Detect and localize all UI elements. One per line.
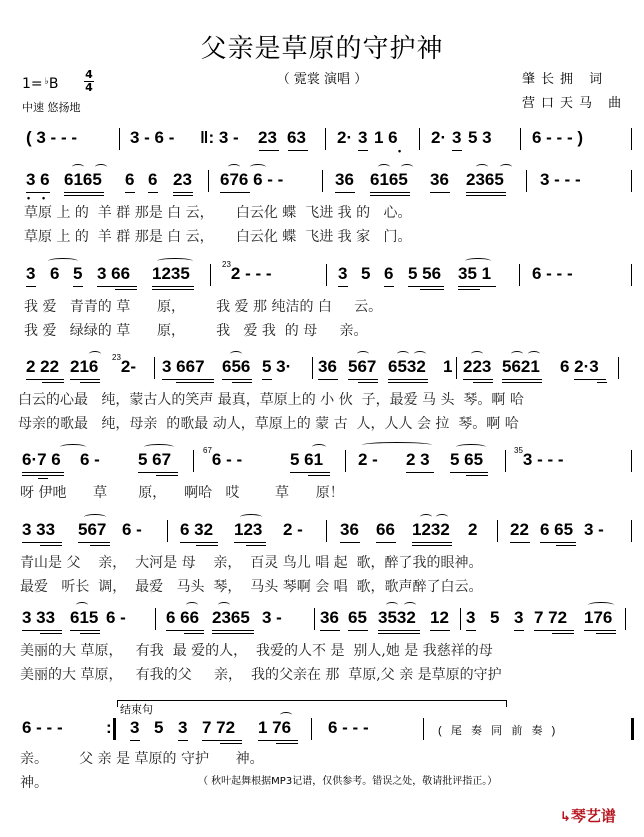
time-signature (84, 70, 94, 93)
transcription-note: （ 秋叶起舞根据MP3记谱，仅供参考。错误之处，敬请批评指正。） (198, 776, 498, 787)
key-signature (22, 76, 59, 92)
lyric-verse-1: 亲。 父 亲 是 草原的 守护 神。 (20, 751, 264, 767)
notation-line: 3 33 567 6 - 6 32 123 2 - 36 66 1232 2 22 6 65 3 - (0, 518, 644, 544)
lyric-verse-2: 神。 (20, 775, 48, 791)
notation-line: 3 33 615 6 - 6 66 2365 3 - 36 65 3532 12 3 5 3 7 72 176 (0, 606, 644, 632)
notation-line: ( 3 - - - 3 - 6 - ‖: 3 - 23 63 2· 3 1 6 • 2· 3 5 3 6 - - - ) (0, 126, 644, 152)
lyric-verse-1: 美丽的大 草原， 有我 最 爱的人， 我爱的人不 是 别人,她 是 我慈祥的母 (20, 643, 493, 659)
notation-line: 2 22 216 $^{23}$2- 3 667 656 5 3· 36 567 6532 1 223 5621 6 2·3 (0, 355, 644, 381)
lyric-verse-2: 母亲的歌最 纯，母亲 的歌最 动人，草原上的 蒙 古 人，人人 会 拉 琴。啊 哈 (18, 416, 519, 432)
lyric-verse-1: 白云的心最 纯，蒙古人的笑声 最真，草原上的 小 伙 子，最爱 马 头 琴。啊 哈 (18, 392, 524, 408)
notation-line: 6·7 6 6 - 5 67 $^{67}$6 - - 5 61 2 - 2 3 5 65 $^{35}$3 - - - (0, 448, 644, 474)
lyric-verse-2: 草原 上 的 羊 群 那是 白 云， 白云化 蝶 飞进 我 家 门。 (24, 229, 412, 245)
time-top: 4 (85, 68, 93, 81)
key-note: B (48, 76, 59, 92)
lyric-verse-2: 最爱 听长 调， 最爱 马头 琴， 马头 琴啊 会 唱 歌，歌声醉了白云。 (20, 579, 483, 595)
ending-bracket (117, 700, 507, 707)
notation-line: 6 - - - : 3 5 3 7 72 1 76 6 - - - ( 尾 奏 同 前 奏 ) (0, 716, 644, 742)
lyric-verse-1: 呀 伊吔 草 原， 啊哈 哎 草 原！ (20, 485, 344, 501)
ending-label: 结束句 (120, 703, 153, 716)
song-title: 父亲是草原的守护神 (200, 34, 444, 64)
time-bottom: 4 (85, 81, 93, 94)
flat-symbol: ♭ (44, 77, 49, 87)
key-label: 1= (22, 76, 43, 92)
notation-line: 3 6 • • 6165 6 6 23 676 6 - - 36 6165 36 2365 3 - - - (0, 168, 644, 194)
notation-line: 3 6 5 3 66 1235 $^{23}$2 - - - 3 5 6 5 56 35 1 6 - - - (0, 262, 644, 288)
composer-credit: 营口天马 曲 (522, 96, 628, 111)
logo-mark-icon: ↳ (560, 810, 571, 825)
tempo-marking: 中速 悠扬地 (22, 101, 81, 114)
performer-subtitle: （ 霓裳 演唱 ） (276, 72, 368, 87)
lyric-verse-1: 我 爱 青青的 草 原， 我 爱 那 纯洁的 白 云。 (24, 299, 383, 315)
lyric-verse-1: 草原 上 的 羊 群 那是 白 云， 白云化 蝶 飞进 我 的 心。 (24, 205, 412, 221)
lyric-verse-1: 青山是 父 亲， 大河是 母 亲， 百灵 鸟儿 唱 起 歌，醉了我的眼神。 (20, 555, 483, 571)
lyricist-credit: 肇长拥 词 (522, 72, 609, 87)
logo-text: 琴艺谱 (570, 807, 616, 825)
lyric-verse-2: 我 爱 绿绿的 草 原， 我 爱 我 的 母 亲。 (24, 323, 368, 339)
lyric-verse-2: 美丽的大 草原， 有我的父 亲， 我的父亲在 那 草原,父 亲 是草原的守护 (20, 667, 502, 683)
note-text: ( 3 - - - (26, 128, 82, 147)
site-logo[interactable] (560, 805, 616, 826)
